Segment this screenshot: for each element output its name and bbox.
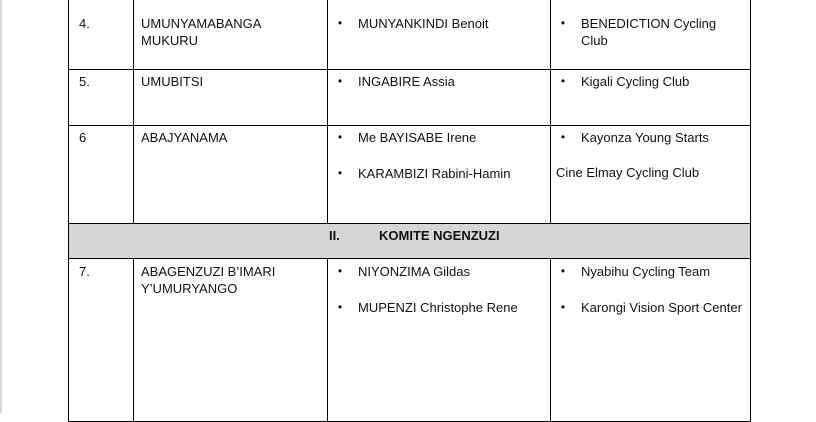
list-item (337, 299, 542, 316)
member-name: Me BAYISABE Irene (358, 130, 477, 145)
section-number: II. (329, 228, 340, 243)
members-cell (328, 126, 551, 224)
club-name: Kigali Cycling Club (581, 74, 690, 89)
row-number: 4. (69, 0, 134, 70)
position-name: ABAJYANAMA (134, 126, 328, 224)
row-number: 6 (69, 126, 134, 224)
table-row (69, 259, 751, 422)
list-item (560, 129, 742, 146)
members-cell (328, 259, 551, 422)
bullet-icon: • (337, 166, 343, 180)
bullet-icon: • (560, 264, 566, 278)
members-cell (328, 70, 551, 126)
list-item (337, 73, 542, 90)
member-name: MUPENZI Christophe Rene (358, 300, 518, 315)
section-header (69, 224, 751, 259)
list-item (337, 263, 542, 280)
club-name-plain: Cine Elmay Cycling Club (556, 165, 700, 180)
bullet-icon: • (560, 300, 566, 314)
bullet-icon: • (337, 74, 343, 88)
member-name: KARAMBIZI Rabini-Hamin (358, 166, 511, 181)
club-name: Nyabihu Cycling Team (581, 264, 711, 279)
table-row (69, 70, 751, 126)
clubs-cell (551, 259, 751, 422)
bullet-icon: • (337, 300, 343, 314)
club-name: Kayonza Young Starts (581, 130, 709, 145)
member-name: INGABIRE Assia (358, 74, 455, 89)
bullet-icon: • (337, 264, 343, 278)
bullet-icon: • (337, 16, 343, 30)
list-item (337, 165, 542, 182)
bullet-icon: • (560, 16, 566, 30)
bullet-icon: • (337, 130, 343, 144)
table-row (69, 0, 751, 70)
club-name: Karongi Vision Sport Center (581, 300, 742, 315)
section-title: KOMITE NGENZUZI (379, 228, 500, 243)
section-header-row (69, 224, 751, 259)
bullet-icon: • (560, 74, 566, 88)
row-number: 7. (69, 259, 134, 422)
member-name: NIYONZIMA Gildas (358, 264, 470, 279)
members-cell (328, 0, 551, 70)
list-item (560, 15, 742, 49)
page-edge (0, 0, 2, 413)
table-row (69, 126, 751, 224)
clubs-cell (551, 126, 751, 224)
club-name: BENEDICTION Cycling Club (581, 16, 717, 48)
list-item (560, 73, 742, 90)
list-item (337, 129, 542, 146)
clubs-cell (551, 70, 751, 126)
row-number: 5. (69, 70, 134, 126)
list-item (337, 15, 542, 32)
list-item (560, 299, 742, 316)
clubs-cell (551, 0, 751, 70)
list-item (560, 263, 742, 280)
position-name: UMUNYAMABANGA MUKURU (134, 0, 328, 70)
position-name: UMUBITSI (134, 70, 328, 126)
position-name: ABAGENZUZI B’IMARI Y’UMURYANGO (134, 259, 328, 422)
member-name: MUNYANKINDI Benoit (358, 16, 489, 31)
committee-table (68, 0, 751, 422)
bullet-icon: • (560, 130, 566, 144)
